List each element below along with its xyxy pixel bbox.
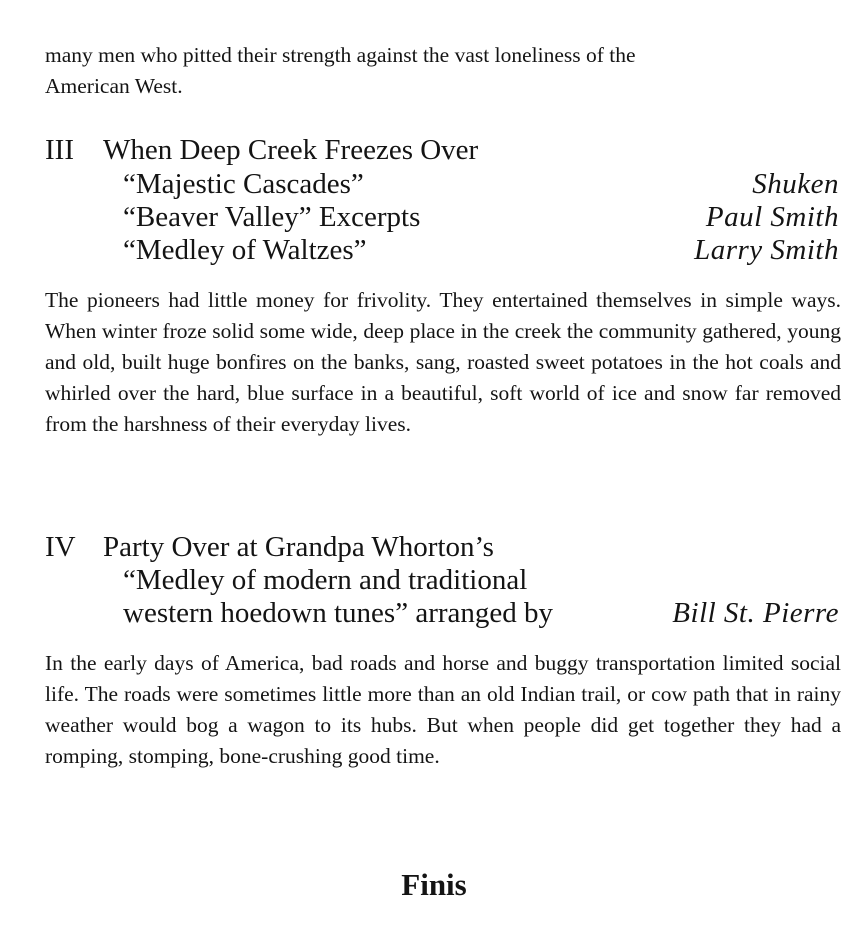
piece-composer: Bill St. Pierre — [672, 597, 839, 629]
program-piece — [123, 564, 839, 597]
intro-paragraph — [45, 40, 841, 102]
program-piece — [123, 234, 839, 267]
section-4-description: In the early days of America, bad roads and horse and buggy transportation limited social life. The roads were sometimes little more than an old Indian trail, or cow path that in rainy weather would bog a wagon to its hubs. But when people did get together they had a romping, stomping, bone-crushing good time. — [45, 651, 841, 768]
piece-composer: Larry Smith — [694, 234, 839, 266]
piece-composer: Paul Smith — [705, 201, 839, 233]
section-4-heading — [45, 531, 494, 564]
closing-title: Finis — [401, 867, 467, 902]
section-3-numeral: III — [45, 134, 74, 166]
piece-title: “Beaver Valley” Excerpts — [123, 201, 421, 233]
program-piece — [123, 201, 839, 234]
piece-title: “Majestic Cascades” — [123, 168, 364, 200]
intro-line-1: many men who pitted their strength against the vast loneliness of the — [45, 43, 636, 67]
program-piece — [123, 597, 839, 630]
section-4-title: Party Over at Grandpa Whorton’s — [103, 531, 494, 563]
intro-line-2: American West. — [45, 74, 183, 98]
piece-title: “Medley of Waltzes” — [123, 234, 367, 266]
section-3-description: The pioneers had little money for frivolity. They entertained themselves in simple ways. When winter froze solid some wide, deep place in the creek the community gathered, young and old, built huge bonfires on the banks, sang, roasted sweet potatoes in the hot coals and whirled over the hard, blue surface in a beautiful, soft world of ice and snow far removed from the harshness of their everyday lives. — [45, 288, 841, 436]
section-4-numeral: IV — [45, 531, 76, 563]
piece-title-line-2: western hoedown tunes” arranged by — [123, 597, 554, 629]
section-3-title: When Deep Creek Freezes Over — [103, 134, 479, 166]
piece-title-line-1: “Medley of modern and traditional — [123, 564, 528, 596]
program-piece — [123, 168, 839, 201]
section-3-heading — [45, 134, 478, 167]
piece-composer: Shuken — [752, 168, 839, 200]
